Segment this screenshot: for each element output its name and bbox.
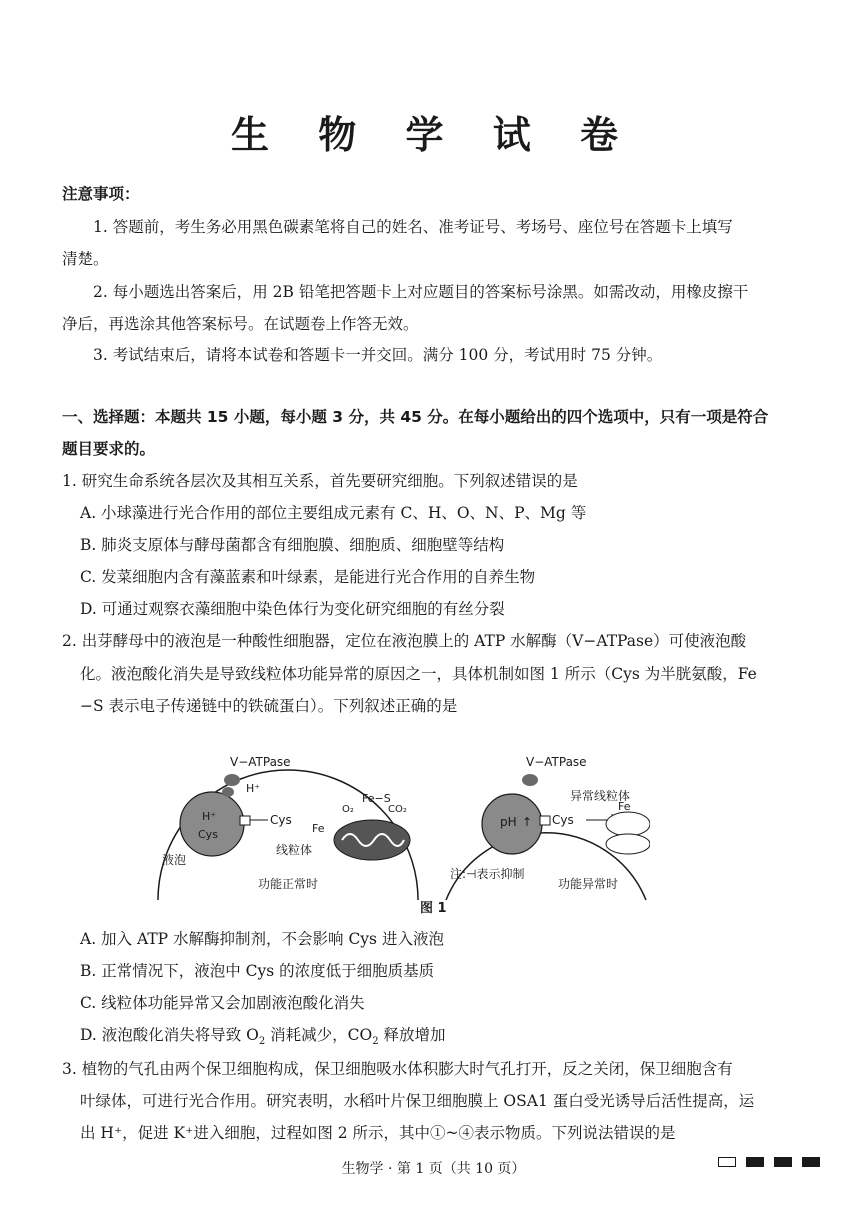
notice-item-1-line-2: 清楚。 [62, 250, 109, 268]
question-2-stem-line-1: 2. 出芽酵母中的液泡是一种酸性细胞器，定位在液泡膜上的 ATP 水解酶（V−ATPase）可使液泡酸 [62, 632, 747, 650]
question-1-option-a: A. 小球藻进行光合作用的部位主要组成元素有 C、H、O、N、P、Mg 等 [80, 504, 587, 522]
figure-1-caption: 图 1 [420, 901, 447, 916]
left-state-label: 功能正常时 [258, 877, 319, 891]
left-cys-out: Cys [270, 813, 292, 827]
left-hplus-in: H⁺ [202, 810, 217, 823]
left-vatpase-stalk [222, 787, 234, 797]
figure-1-diagram [150, 752, 650, 922]
left-co2: CO₂ [388, 804, 407, 815]
right-ph: pH [500, 815, 517, 829]
question-3-stem-line-3: 出 H⁺，促进 K⁺进入细胞，过程如图 2 所示，其中①~④表示物质。下列说法错误的是 [80, 1124, 676, 1142]
left-fe: Fe [312, 822, 325, 835]
question-1-option-c: C. 发菜细胞内含有藻蓝素和叶绿素，是能进行光合作用的自养生物 [80, 568, 536, 586]
section-1-heading-line-1: 一、选择题：本题共 15 小题，每小题 3 分，共 45 分。在每小题给出的四个选项中，只有一项是符合 [62, 408, 769, 426]
question-2-stem-line-2: 化。液泡酸化消失是导致线粒体功能异常的原因之一，具体机制如图 1 所示（Cys 为半胱氨酸，Fe [80, 665, 757, 683]
left-cys-transporter [240, 816, 250, 825]
left-hplus-out: H⁺ [246, 782, 261, 795]
page-footer: 生物学 · 第 1 页（共 10 页） [341, 1161, 526, 1177]
left-o2: O₂ [342, 804, 354, 815]
figure-1 [150, 752, 650, 922]
question-2-option-c: C. 线粒体功能异常又会加剧液泡酸化消失 [80, 994, 365, 1012]
scan-mark-empty [718, 1157, 736, 1167]
left-mito-label: 线粒体 [276, 843, 313, 857]
right-ph-arrow: ↑ [522, 815, 533, 829]
question-1-option-d: D. 可通过观察衣藻细胞中染色体行为变化研究细胞的有丝分裂 [80, 600, 505, 618]
notice-heading: 注意事项： [62, 185, 140, 203]
scan-marks [718, 1157, 820, 1167]
right-abnormal-mito-label: 异常线粒体 [570, 789, 631, 803]
left-cys-in: Cys [198, 828, 218, 841]
right-cys: Cys [552, 813, 574, 827]
right-state-label: 功能异常时 [558, 877, 619, 891]
left-mitochondrion [334, 820, 410, 860]
right-fe: Fe [618, 800, 631, 813]
scan-mark [774, 1157, 792, 1167]
right-cys-transporter [540, 816, 550, 825]
page-title: 生 物 学 试 卷 [231, 113, 636, 157]
section-1-heading-line-2: 题目要求的。 [62, 440, 156, 458]
question-2-stem-line-3: −S 表示电子传递链中的铁硫蛋白）。下列叙述正确的是 [80, 697, 458, 715]
notice-item-3: 3. 考试结束后，请将本试卷和答题卡一并交回。满分 100 分，考试用时 75 分钟。 [93, 346, 663, 364]
notice-item-1-line-1: 1. 答题前，考生务必用黑色碳素笔将自己的姓名、准考证号、考场号、座位号在答题卡上填写 [93, 218, 733, 236]
right-vatpase-label: V−ATPase [526, 755, 587, 769]
question-3-stem-line-1: 3. 植物的气孔由两个保卫细胞构成，保卫细胞吸水体积膨大时气孔打开，反之关闭，保卫细胞含有 [62, 1060, 733, 1078]
right-vatpase-head [522, 774, 538, 786]
left-vatpase-label: V−ATPase [230, 755, 291, 769]
scan-mark [802, 1157, 820, 1167]
notice-item-2-line-2: 净后，再选涂其他答案标号。在试题卷上作答无效。 [62, 315, 419, 333]
question-3-stem-line-2: 叶绿体，可进行光合作用。研究表明，水稻叶片保卫细胞膜上 OSA1 蛋白受光诱导后活性提高，运 [80, 1092, 755, 1110]
right-abnormal-mito [606, 812, 650, 836]
left-fes: Fe−S [362, 792, 391, 805]
left-vacuole-label: 液泡 [162, 853, 187, 867]
question-2-option-b: B. 正常情况下，液泡中 Cys 的浓度低于细胞质基质 [80, 962, 435, 980]
question-2-option-d: D. 液泡酸化消失将导致 $O_2$ 消耗减少，$CO_2$ 释放增加 [80, 1026, 446, 1048]
question-1-stem: 1. 研究生命系统各层次及其相互关系，首先要研究细胞。下列叙述错误的是 [62, 472, 578, 490]
left-vacuole [180, 792, 244, 856]
left-vatpase-head [224, 774, 240, 786]
scan-mark [746, 1157, 764, 1167]
right-note: 注:⊣表示抑制 [450, 867, 525, 881]
notice-item-2-line-1: 2. 每小题选出答案后，用 2B 铅笔把答题卡上对应题目的答案标号涂黑。如需改动，用橡皮擦干 [93, 283, 749, 301]
question-1-option-b: B. 肺炎支原体与酵母菌都含有细胞膜、细胞质、细胞壁等结构 [80, 536, 505, 554]
question-2-option-a: A. 加入 ATP 水解酶抑制剂，不会影响 Cys 进入液泡 [80, 930, 444, 948]
right-abnormal-mito-2 [606, 834, 650, 854]
